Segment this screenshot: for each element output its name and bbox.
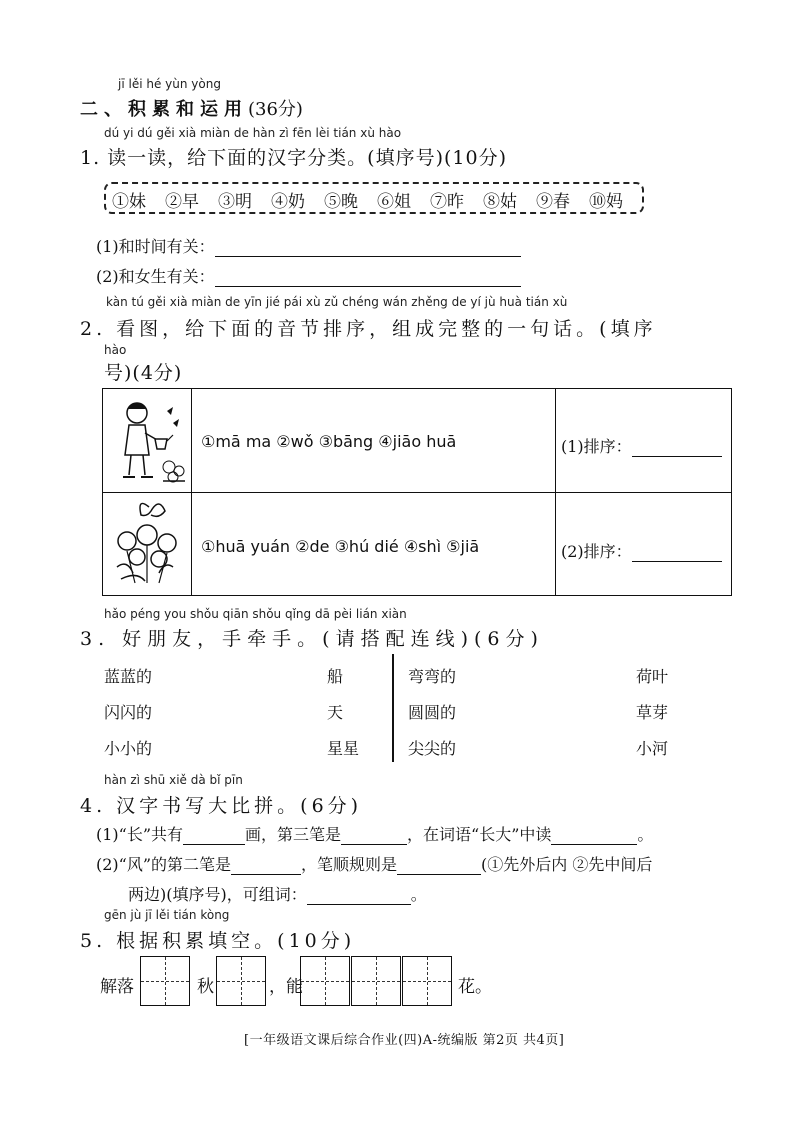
q3-pinyin: hǎo péng you shǒu qiān shǒu qǐng dā pèi lián xiàn [104,607,407,621]
section-title-pinyin: jī lěi hé yùn yòng [118,77,221,91]
q4-stroke-rule-line[interactable] [397,856,481,875]
q4-third-stroke-line[interactable] [341,826,407,845]
section-title: 二、积累和运用(36分) [80,99,303,120]
q3-divider [392,654,394,762]
q2-row2-answer: (2)排序： [561,539,722,562]
q4-sub1: (1)“长”共有 画，第三笔是 ，在词语“长大”中读 。 [96,825,654,844]
q5-text: 5. 根据积累填空。(10分) [80,930,356,952]
q5-word-3: ，能 [269,977,303,997]
q1-option: ⑩妈 [589,192,623,212]
q1-sub1: (1)和时间有关： [96,234,521,257]
q5-writing-box[interactable] [300,956,350,1006]
q4-pronunciation-line[interactable] [551,826,637,845]
q3-left-b-2[interactable]: 天 [327,703,344,722]
q3-right-b-2[interactable]: 草芽 [636,703,669,722]
q1-pinyin: dú yi dú gěi xià miàn de hàn zì fēn lèi tián xù hào [104,126,402,140]
q3-left-a-1[interactable]: 蓝蓝的 [104,667,153,686]
q5-writing-box[interactable] [140,956,190,1006]
q1-option: ③明 [218,192,252,212]
q3-left-b-1[interactable]: 船 [327,667,344,686]
q3-left-a-3[interactable]: 小小的 [104,739,153,758]
boy-watering-flowers-image [107,395,187,487]
q2-pinyin: kàn tú gěi xià miàn de yīn jié pái xù zǔ chéng wán zhěng de yí jù huà tián xù [106,295,568,309]
q1-answer-line-2[interactable] [215,268,521,287]
q2-row2-answer-line[interactable] [632,543,722,562]
q1-option: ⑤晚 [324,192,358,212]
q5-word-2: 秋 [197,977,214,997]
q2-table [102,388,732,596]
q5-pinyin: gēn jù jī lěi tián kòng [104,908,230,922]
q1-option: ②早 [165,192,199,212]
q2-row1-syllables: ①mā ma ②wǒ ③bāng ④jiāo huā [201,432,457,451]
q5-word-1: 解落 [100,977,134,997]
q4-sub2-cont: 两边)(填序号)，可组词： 。 [128,885,427,904]
q4-sub2: (2)“风”的第二笔是 ，笔顺规则是 (①先外后内 ②先中间后 [96,855,653,874]
q2-text-2: 号)(4分) [104,362,183,384]
q1-option: ④奶 [271,192,305,212]
q1-answer-line-1[interactable] [215,238,521,257]
q3-right-a-3[interactable]: 尖尖的 [408,739,457,758]
q1-sub2: (2)和女生有关： [96,264,521,287]
q5-word-4: 花。 [458,977,492,997]
q1-text: 1. 读一读，给下面的汉字分类。(填序号)(10分) [80,147,507,169]
q1-option: ⑧姑 [483,192,517,212]
q2-pinyin-2: hào [104,343,127,357]
butterfly-flowers-image [107,497,187,589]
q3-left-b-3[interactable]: 星星 [327,739,360,758]
q3-text: 3. 好朋友，手牵手。(请搭配连线)(6分) [80,628,544,650]
q2-row1-answer-line[interactable] [632,438,722,457]
q4-text: 4. 汉字书写大比拼。(6分) [80,795,363,817]
q1-option: ⑥姐 [377,192,411,212]
q2-row2-syllables: ①huā yuán ②de ③hú dié ④shì ⑤jiā [201,537,480,556]
q5-writing-box[interactable] [402,956,452,1006]
q1-option: ⑦昨 [430,192,464,212]
q4-second-stroke-line[interactable] [231,856,301,875]
page-footer: [一年级语文课后综合作业(四)A-统编版 第2页 共4页] [244,1033,565,1048]
q1-options [112,187,642,212]
q5-writing-box[interactable] [216,956,266,1006]
q2-row1-answer: (1)排序： [561,434,722,457]
q4-pinyin: hàn zì shū xiě dà bǐ pīn [104,773,243,787]
q3-right-a-1[interactable]: 弯弯的 [408,667,457,686]
q1-option: ⑨春 [536,192,570,212]
q5-writing-box[interactable] [351,956,401,1006]
q4-word-line[interactable] [307,886,411,905]
q3-right-b-1[interactable]: 荷叶 [636,667,669,686]
q2-text: 2. 看图，给下面的音节排序，组成完整的一句话。(填序 [80,318,657,340]
q3-left-a-2[interactable]: 闪闪的 [104,703,153,722]
q3-right-b-3[interactable]: 小河 [636,739,669,758]
q4-stroke-count-line[interactable] [183,826,245,845]
q1-option: ①妹 [112,192,146,212]
q3-right-a-2[interactable]: 圆圆的 [408,703,457,722]
